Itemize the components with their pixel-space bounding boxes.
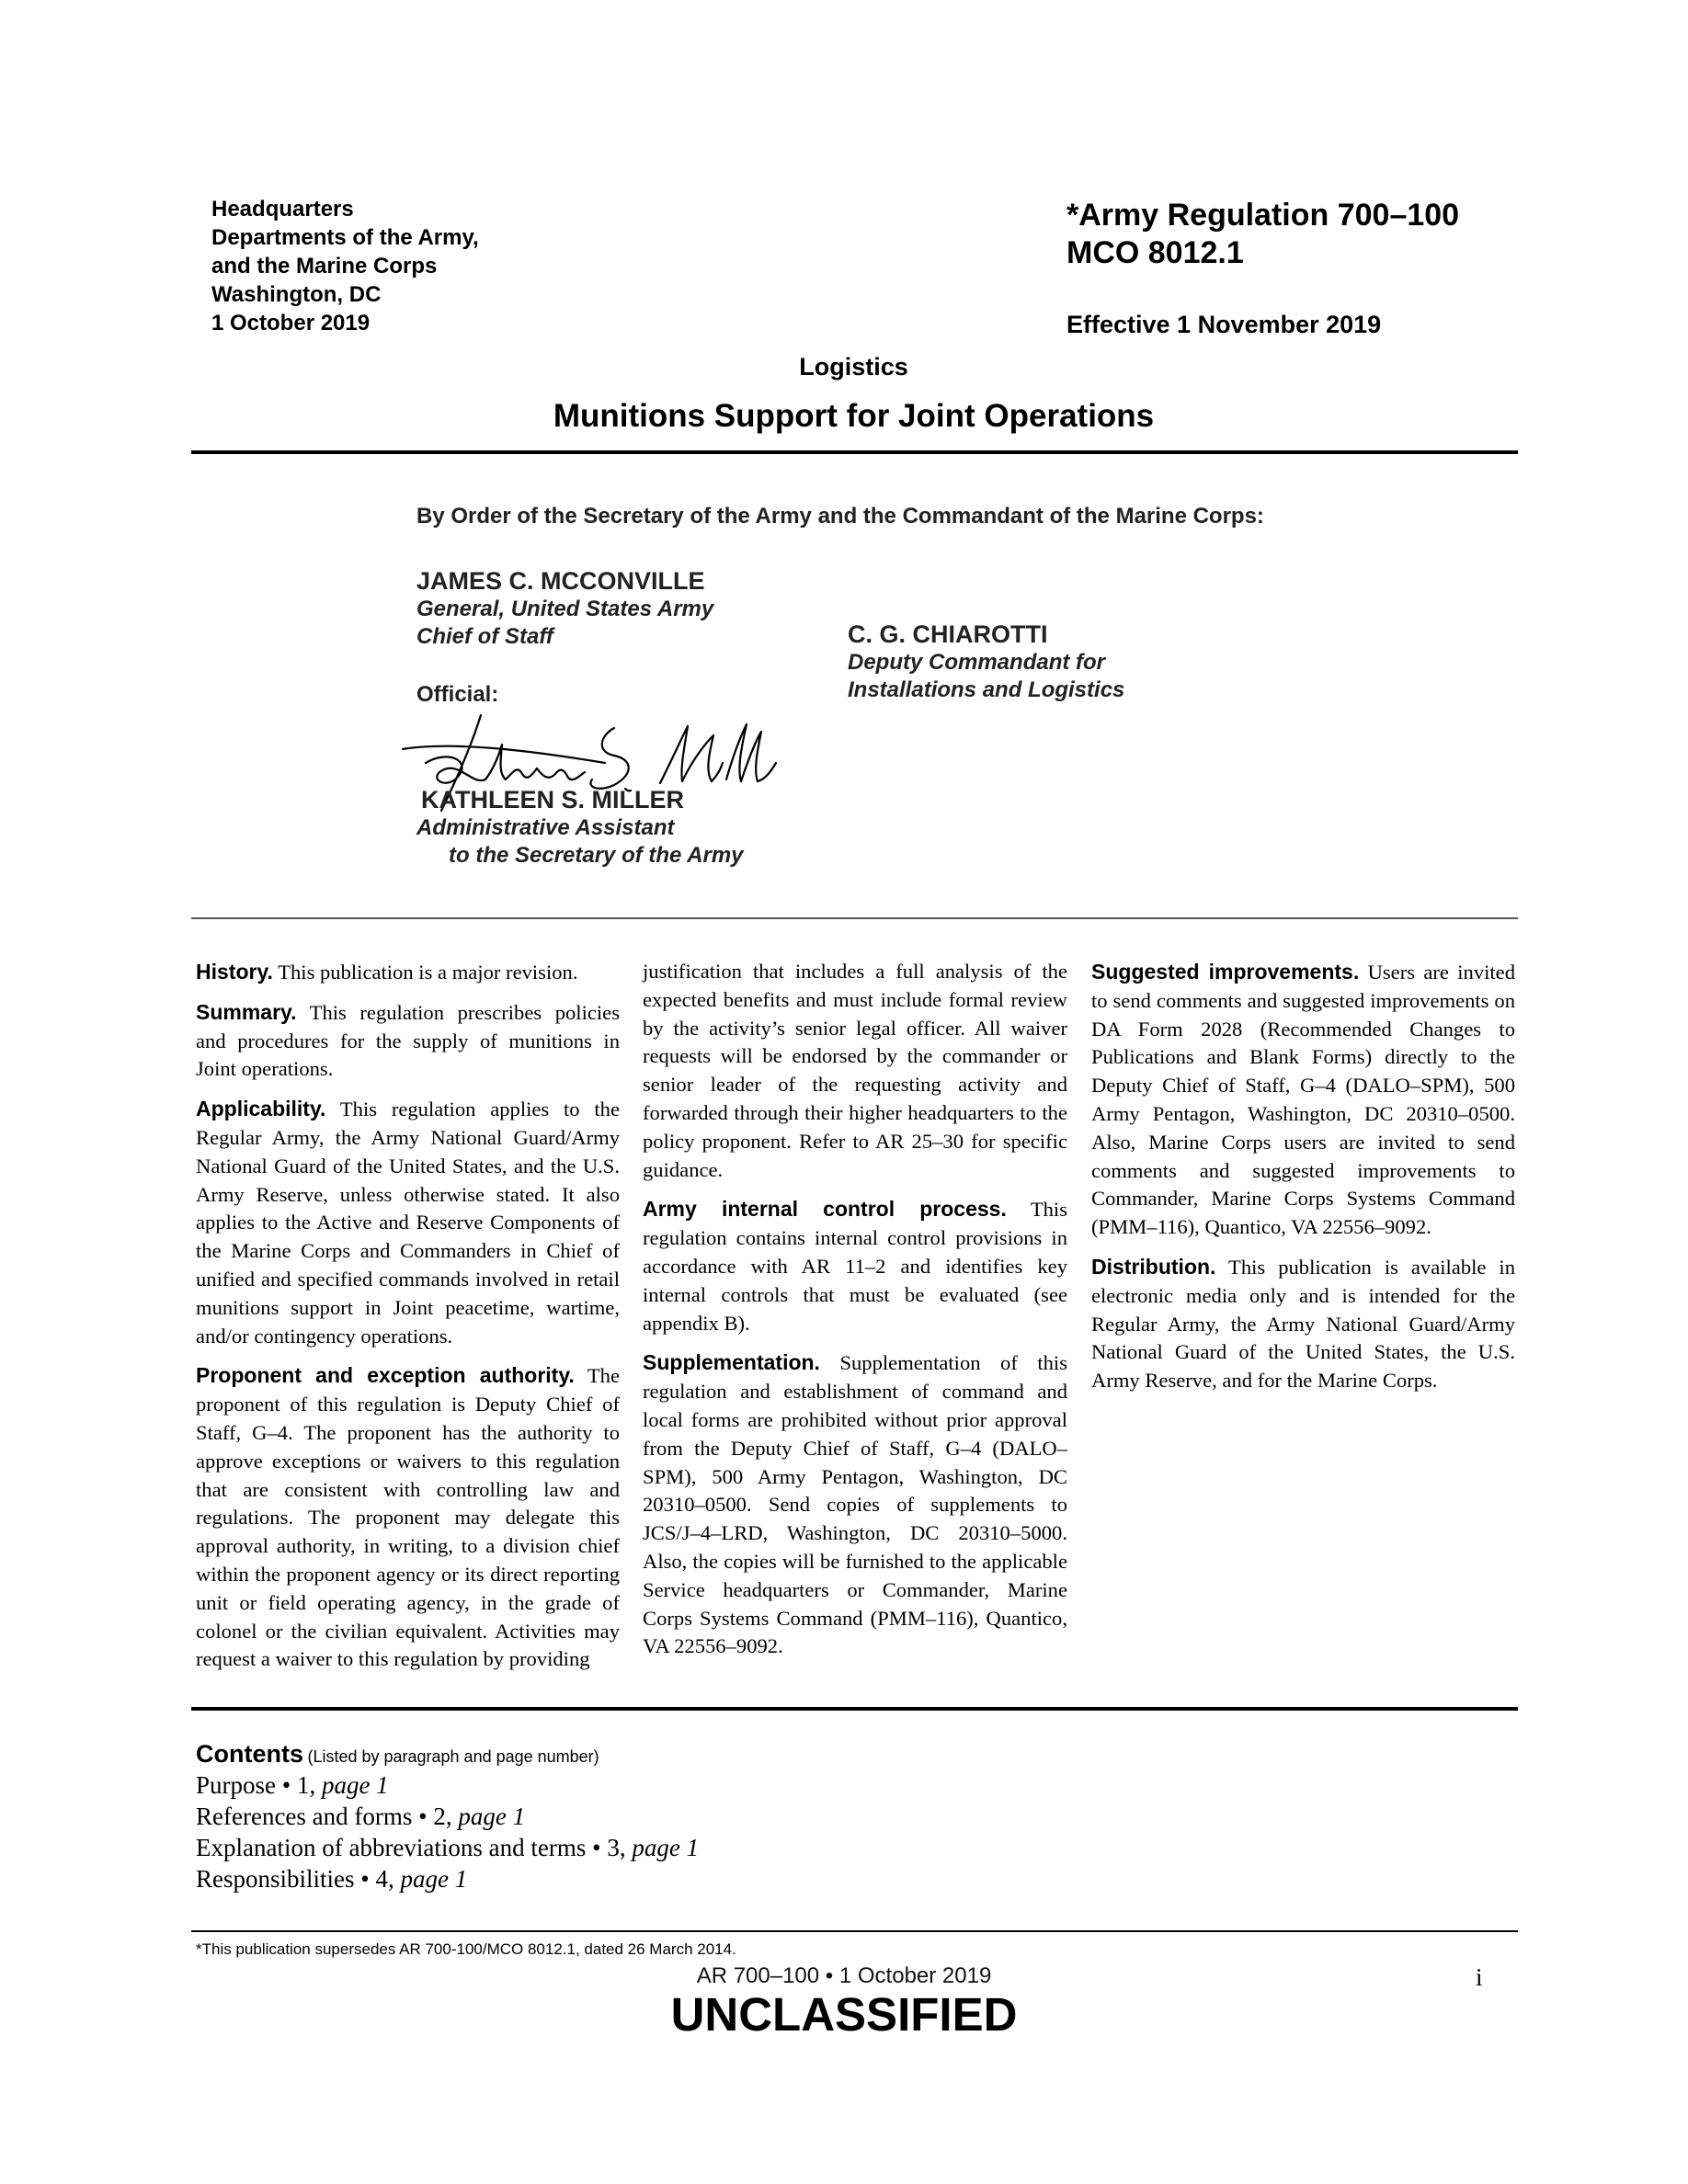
issuer-line: Departments of the Army, <box>211 225 479 250</box>
contents-entry-title: Purpose • 1, <box>196 1771 322 1799</box>
signatory-title <box>848 649 1124 704</box>
page-number: i <box>1476 1963 1483 1991</box>
summary-column <box>196 958 620 1685</box>
signatory-title-line: Installations and Logistics <box>848 677 1125 702</box>
signatory-name: JAMES C. MCCONVILLE <box>416 567 705 595</box>
contents-entry-title: Explanation of abbreviations and terms • 3, <box>196 1834 633 1861</box>
signatory-title-line: Chief of Staff <box>416 624 553 649</box>
distribution-paragraph <box>1091 1253 1515 1395</box>
proponent-paragraph <box>196 1361 620 1674</box>
contents-entry-page[interactable]: page 1 <box>458 1803 526 1830</box>
contents-title: Contents <box>196 1740 303 1768</box>
contents-entry-page[interactable]: page 1 <box>632 1834 700 1861</box>
internal-control-text: This regulation contains internal control provisions in accordance with AR 11–2 and identifies key internal controls that must be evaluated (see appendix B). <box>643 1198 1067 1335</box>
contents-note: (Listed by paragraph and page number) <box>307 1747 599 1766</box>
applicability-paragraph <box>196 1095 620 1350</box>
proponent-text-continued: justification that includes a full analysis of the expected benefits and must include formal review by the activity’s senior legal officer. All waiver requests will be endorsed by the commander or senior leader of the requesting activity and forwarded through their higher headquarters to the policy proponent. Refer to AR 25–30 for specific guidance. <box>643 960 1067 1181</box>
contents-heading <box>196 1740 599 1769</box>
issuer-line: Headquarters <box>211 197 354 222</box>
history-paragraph <box>196 958 620 987</box>
contents-entry-title: Responsibilities • 4, <box>196 1865 401 1893</box>
signatory-name: C. G. CHIAROTTI <box>848 620 1048 648</box>
issuer-line: and the Marine Corps <box>211 254 438 279</box>
contents-entry[interactable] <box>196 1832 699 1863</box>
footer-document-id: AR 700–100 • 1 October 2019 <box>696 1963 992 1988</box>
contents-entry-page[interactable]: page 1 <box>400 1865 468 1893</box>
proponent-paragraph <box>643 958 1067 1184</box>
contents-entry[interactable] <box>196 1801 699 1832</box>
by-order-statement: By Order of the Secretary of the Army and the Commandant of the Marine Corps: <box>416 504 1264 529</box>
internal-control-heading: Army internal control process. <box>643 1197 1007 1222</box>
supersession-footnote: *This publication supersedes AR 700-100/MCO 8012.1, dated 26 March 2014. <box>196 1940 736 1958</box>
issuer-line: Washington, DC <box>211 282 382 307</box>
signatory-title <box>416 814 744 870</box>
category-label: Logistics <box>799 353 908 381</box>
army-regulation-number: *Army Regulation 700–100 <box>1066 198 1460 233</box>
summary-heading: Summary. <box>196 999 297 1024</box>
signatory-title-line: Deputy Commandant for <box>848 650 1106 675</box>
history-heading: History. <box>196 960 273 984</box>
document-title: Munitions Support for Joint Operations <box>553 398 1155 434</box>
signatory-title <box>416 596 713 651</box>
effective-date: Effective 1 November 2019 <box>1066 311 1382 338</box>
applicability-heading: Applicability. <box>196 1097 326 1121</box>
regulation-number <box>1066 197 1459 272</box>
distribution-heading: Distribution. <box>1091 1254 1216 1279</box>
divider <box>191 450 1518 454</box>
divider <box>191 1930 1518 1932</box>
proponent-text: The proponent of this regulation is Deputy Chief of Staff, G–4. The proponent has the authority to approve exceptions or waivers to this regulation that are consistent with controlling law and regulations. The proponent may delegate this approval authority, in writing, to a division chief within the proponent agency or its direct reporting unit or field operating agency, in the grade of colonel or the civilian equivalent. Activities may request a waiver to this regulation by providing <box>196 1364 620 1671</box>
summary-column <box>643 958 1067 1672</box>
summary-column <box>1091 958 1515 1406</box>
contents-entry[interactable] <box>196 1863 699 1894</box>
official-label: Official: <box>416 682 499 707</box>
improvements-text-continued: Users are invited to send comments and suggested improvements on DA Form 2028 (Recommended Changes to Publications and Blank Forms) directly to the Deputy Chief of Staff, G–4 (DALO–SPM), 500 Army Pentagon, Washington, DC 20310–0500. Also, Marine Corps users are invited to send comments and suggested improvements to Commander, Marine Corps Systems Command (PMM–116), Quantico, VA 22556–9092. <box>1091 961 1515 1239</box>
history-text: This publication is a major revision. <box>278 961 578 984</box>
contents-entry[interactable] <box>196 1769 699 1801</box>
classification-marking: UNCLASSIFIED <box>670 1988 1018 2041</box>
signatory-title-line: Administrative Assistant <box>416 815 675 840</box>
divider <box>191 917 1518 919</box>
applicability-text: This regulation applies to the Regular Army, the Army National Guard/Army National Guard of the United States, and the U.S. Army Reserve, unless otherwise stated. It also applies to the Active and Reserve Components of the Marine Corps and Commanders in Chief of unified and specified commands involved in retail munitions support in Joint peacetime, wartime, and/or contingency operations. <box>196 1098 620 1348</box>
contents-list <box>196 1769 699 1894</box>
divider <box>191 1707 1518 1711</box>
distribution-text: This publication is available in electronic media only and is intended for the Regular Army, the Army National Guard/Army National Guard of the United States, the U.S. Army Reserve, and for the Marine Corps. <box>1091 1255 1515 1393</box>
supplementation-text: Supplementation of this regulation and establishment of command and local forms are prohibited without prior approval from the Deputy Chief of Staff, G–4 (DALO–SPM), 500 Army Pentagon, Washington, DC 20310–0500. Send copies of supplements to JCS/J–4–LRD, Washington, DC 20310–5000. Also, the copies will be furnished to the applicable Service headquarters or Commander, Marine Corps Systems Command (PMM–116), Quantico, VA 22556–9092. <box>643 1351 1067 1658</box>
issuing-headquarters <box>211 195 479 337</box>
signatory-title-line: to the Secretary of the Army <box>449 843 744 868</box>
signatory-title-line: General, United States Army <box>416 597 714 621</box>
contents-entry-page[interactable]: page 1 <box>321 1771 389 1799</box>
mco-number: MCO 8012.1 <box>1066 235 1244 270</box>
internal-control-paragraph <box>643 1195 1067 1337</box>
summary-paragraph <box>196 998 620 1084</box>
proponent-heading: Proponent and exception authority. <box>196 1363 575 1388</box>
improvements-heading: Suggested improvements. <box>1091 960 1360 984</box>
summary-text: This regulation prescribes policies and procedures for the supply of munitions in Joint operations. <box>196 1000 620 1081</box>
supplementation-paragraph <box>643 1348 1067 1661</box>
contents-entry-title: References and forms • 2, <box>196 1803 459 1830</box>
issue-date: 1 October 2019 <box>211 311 371 336</box>
improvements-paragraph <box>1091 958 1515 1242</box>
supplementation-heading: Supplementation. <box>643 1350 820 1375</box>
signatory-name: KATHLEEN S. MILLER <box>421 786 684 813</box>
